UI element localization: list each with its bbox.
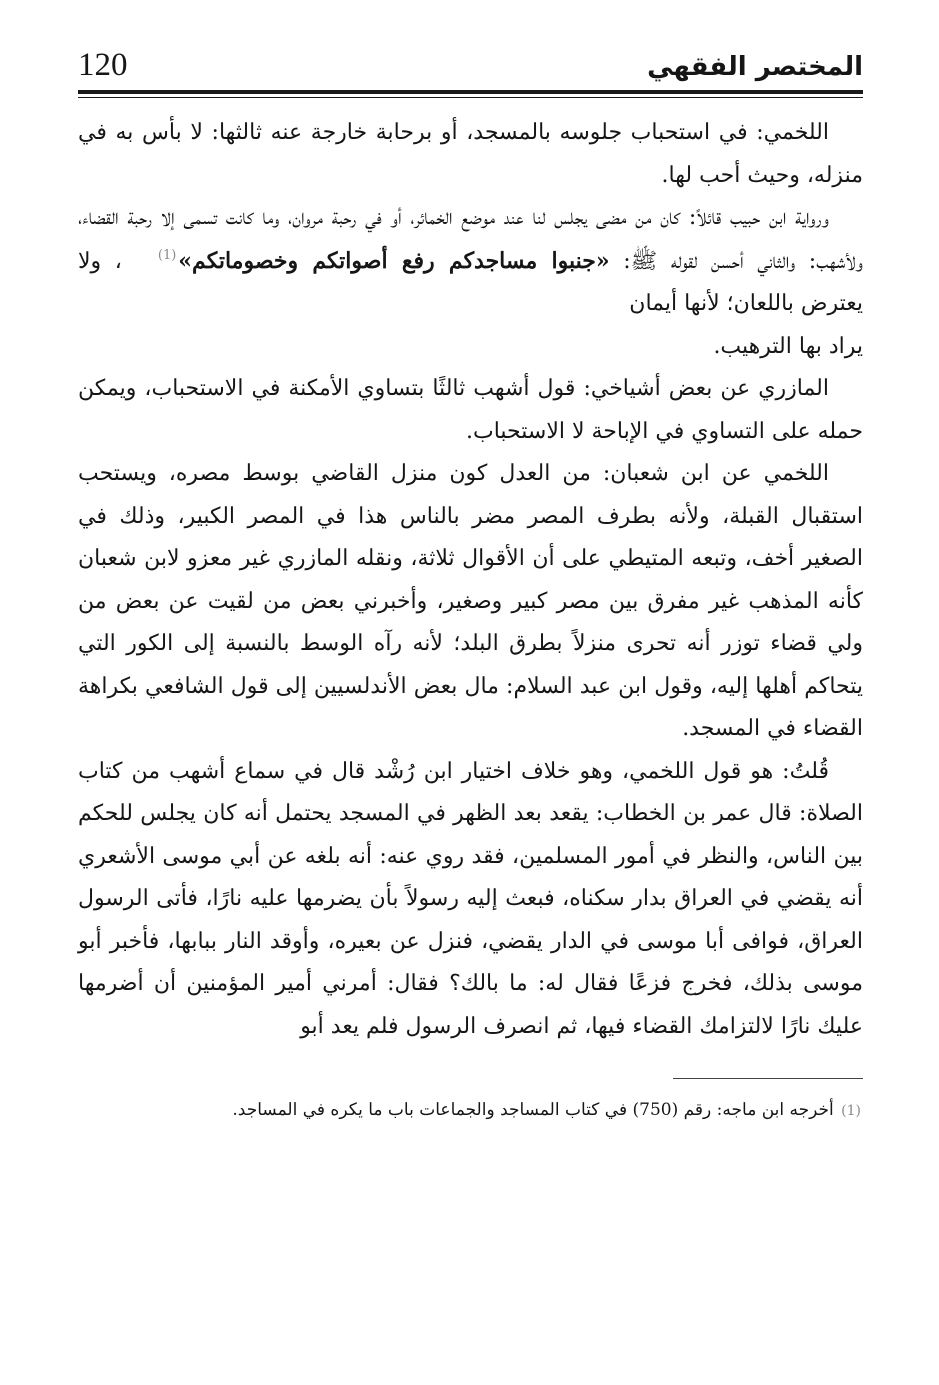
footnote-marker: (1) bbox=[841, 1103, 861, 1119]
running-title: المختصر الفقهي bbox=[647, 52, 863, 82]
paragraph-2-end: يراد بها الترهيب. bbox=[713, 333, 863, 359]
page-body bbox=[78, 112, 863, 1048]
page-header bbox=[78, 32, 863, 84]
paragraph-2 bbox=[78, 197, 863, 326]
paragraph-5: قُلتُ: هو قول اللخمي، وهو خلاف اختيار ابن رُشْد قال في سماع أشهب من كتاب الصلاة: قال عمر بن الخطاب: يقعد بعد الظهر في المسجد يحتمل أنه كان يجلس للحكم بين الناس، والنظر في أمور المسلمين، فقد روي عنه: أنه بلغه عن أبي موسى الأشعري أنه يقضي في العراق بدار سكناه، فبعث إليه رسولاً بأن يضرمها عليه نارًا، فأتى الرسول العراق، فوافى أبا موسى في الدار يقضي، فنزل عن بعيره، وأوقد النار ببابها، فأخبر أبو موسى بذلك، فخرج فزعًا فقال له: ما بالك؟ فقال: أمرني أمير المؤمنين أن أضرمها عليك نارًا لالتزامك القضاء فيها، ثم انصرف الرسول فلم يعد أبو bbox=[78, 758, 863, 1039]
paragraph-2-text: ورواية ابن حبيب قائلاً: كان من مضى يجلس لنا عند موضع الخمائر، أو في رحبة مروان، وما كانت تسمى إلا رحبة القضاء، ولأشهب: والثاني أحسن لقوله ﷺ: bbox=[78, 205, 863, 274]
paragraph-4: اللخمي عن ابن شعبان: من العدل كون منزل القاضي بوسط مصره، ويستحب استقبال القبلة، ولأنه بطرف المصر مضر بالناس هذا في المصر الكبير، وذلك في الصغير أخف، وتبعه المتيطي على أن الأقوال ثلاثة، ونقله المازري غير معزو لابن شعبان كأنه المذهب غير مفرق بين مصر كبير وصغير، وأخبرني بعض من لقيت عن بعض من ولي قضاء توزر أنه تحرى منزلاً بطرق البلد؛ لأنه رآه الوسط بالنسبة إلى الكور التي يتحاكم أهلها إليه، وقول ابن عبد السلام: مال بعض الأندلسيين إلى قول الشافعي بكراهة القضاء في المسجد. bbox=[78, 461, 864, 741]
footnote-reference-marker[interactable]: (1) bbox=[157, 248, 177, 264]
paragraph-1: اللخمي: في استحباب جلوسه بالمسجد، أو برحابة خارجة عنه ثالثها: لا بأس به في منزله، وحيث أحب لها. bbox=[78, 120, 863, 188]
footnote bbox=[78, 1097, 863, 1123]
footnote-divider bbox=[673, 1078, 863, 1079]
header-rule-thin bbox=[78, 97, 863, 98]
hadith-continuation: ، ولا يعترض باللعان؛ لأنها أيمان bbox=[78, 248, 863, 316]
footnote-text: أخرجه ابن ماجه: رقم (750) في كتاب المساجد والجماعات باب ما يكره في المساجد. bbox=[232, 1100, 834, 1120]
page-number: 120 bbox=[78, 47, 128, 83]
hadith-quote: «جنبوا مساجدكم رفع أصواتكم وخصوماتكم» bbox=[178, 247, 610, 274]
paragraph-3: المازري عن بعض أشياخي: قول أشهب ثالثًا بتساوي الأمكنة في الاستحباب، ويمكن حمله على التساوي في الإباحة لا الاستحباب. bbox=[78, 376, 863, 444]
header-rule-thick bbox=[78, 90, 863, 94]
